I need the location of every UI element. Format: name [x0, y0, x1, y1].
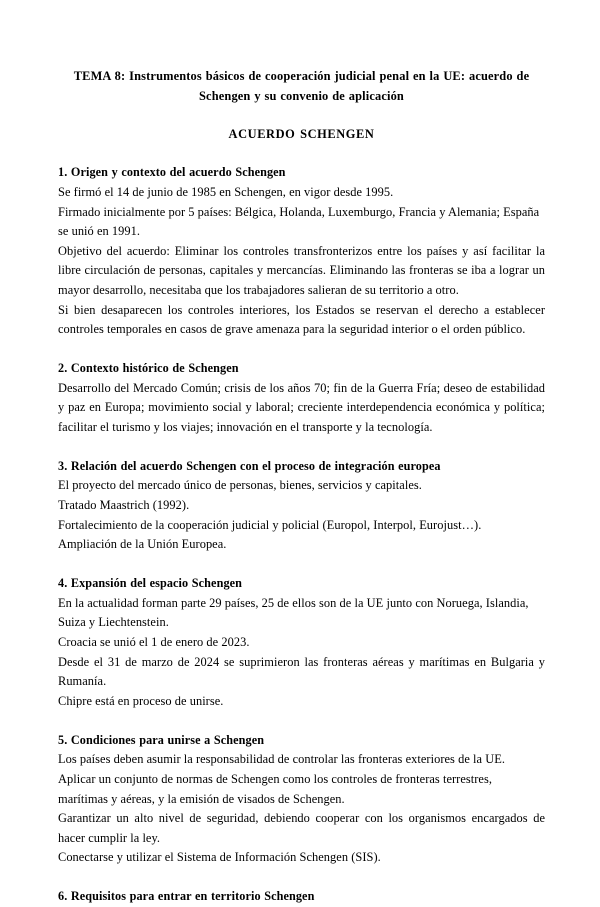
- section-5: [58, 711, 545, 868]
- section-4-paragraph-4: Chipre está en proceso de unirse.: [58, 693, 224, 708]
- document-title-line-1: TEMA 8: Instrumentos básicos de cooperación judicial penal en la UE: acuerdo de: [73, 69, 530, 83]
- section-3: [58, 438, 545, 555]
- section-5-heading: 5. Condiciones para unirse a Schengen: [58, 732, 265, 747]
- section-4-paragraph-1: En la actualidad forman parte 29 países, 25 de ellos son de la UE junto con Noruega, Islandia, Suiza y Liechtenstein.: [58, 595, 529, 630]
- section-3-paragraph-3: Fortalecimiento de la cooperación judicial y policial (Europol, Interpol, Eurojust…).: [58, 517, 482, 532]
- section-2: [58, 340, 545, 438]
- section-3-paragraph-2: Tratado Maastrich (1992).: [58, 498, 190, 513]
- section-1-heading: 1. Origen y contexto del acuerdo Schengen: [58, 165, 286, 180]
- section-2-heading: 2. Contexto histórico de Schengen: [58, 361, 239, 376]
- section-3-paragraph-4: Ampliación de la Unión Europea.: [58, 537, 227, 552]
- section-1-paragraph-3: Objetivo del acuerdo: Eliminar los controles transfronterizos entre los países y así facilitar la libre circulación de personas, capitales y mercancías. Eliminando las fronteras se iba a lograr un mayor desarrollo, necesitaba que los trabajadores salieran de su territorio a otro.: [58, 243, 545, 297]
- section-1-paragraph-4: Si bien desaparecen los controles interiores, los Estados se reservan el derecho a establecer controles temporales en casos de grave amenaza para la seguridad interior o el orden público.: [58, 302, 545, 337]
- section-1-paragraph-1: Se firmó el 14 de junio de 1985 en Schengen, en vigor desde 1995.: [58, 184, 394, 199]
- section-5-paragraph-1: Los países deben asumir la responsabilidad de controlar las fronteras exteriores de la UE.: [58, 752, 505, 767]
- document-content: [58, 0, 545, 907]
- section-5-paragraph-3: Garantizar un alto nivel de seguridad, debiendo cooperar con los organismos encargados de hacer cumplir la ley.: [58, 811, 545, 845]
- section-5-paragraph-4: Conectarse y utilizar el Sistema de Información Schengen (SIS).: [58, 850, 381, 865]
- document-title-line-2: Schengen y su convenio de aplicación: [199, 89, 404, 103]
- section-2-paragraph-1: Desarrollo del Mercado Común; crisis de los años 70; fin de la Guerra Fría; deseo de estabilidad y paz en Europa; movimiento social y laboral; creciente interdependencia económica y política; facilitar el turismo y los viajes; innovación en el transporte y la tecnología.: [58, 380, 545, 434]
- section-5-paragraph-2: Aplicar un conjunto de normas de Schengen como los controles de fronteras terrestres, marítimas y aéreas, y la emisión de visados de Schengen.: [58, 771, 493, 806]
- section-1: [58, 144, 545, 340]
- document-title: [58, 0, 545, 106]
- section-4-paragraph-3: Desde el 31 de marzo de 2024 se suprimieron las fronteras aéreas y marítimas en Bulgaria y Rumanía.: [58, 654, 545, 689]
- section-4-heading: 4. Expansión del espacio Schengen: [58, 576, 243, 591]
- section-3-heading: 3. Relación del acuerdo Schengen con el proceso de integración europea: [58, 458, 441, 473]
- section-4-paragraph-2: Croacia se unió el 1 de enero de 2023.: [58, 635, 250, 650]
- section-3-paragraph-1: El proyecto del mercado único de personas, bienes, servicios y capitales.: [58, 478, 422, 493]
- section-6: [58, 868, 545, 907]
- section-6-heading: 6. Requisitos para entrar en territorio Schengen: [58, 889, 315, 904]
- section-1-paragraph-2: Firmado inicialmente por 5 países: Bélgica, Holanda, Luxemburgo, Francia y Alemania; España se unió en 1991.: [58, 204, 540, 239]
- document-subtitle: ACUERDO SCHENGEN: [228, 127, 375, 141]
- section-4: [58, 555, 545, 712]
